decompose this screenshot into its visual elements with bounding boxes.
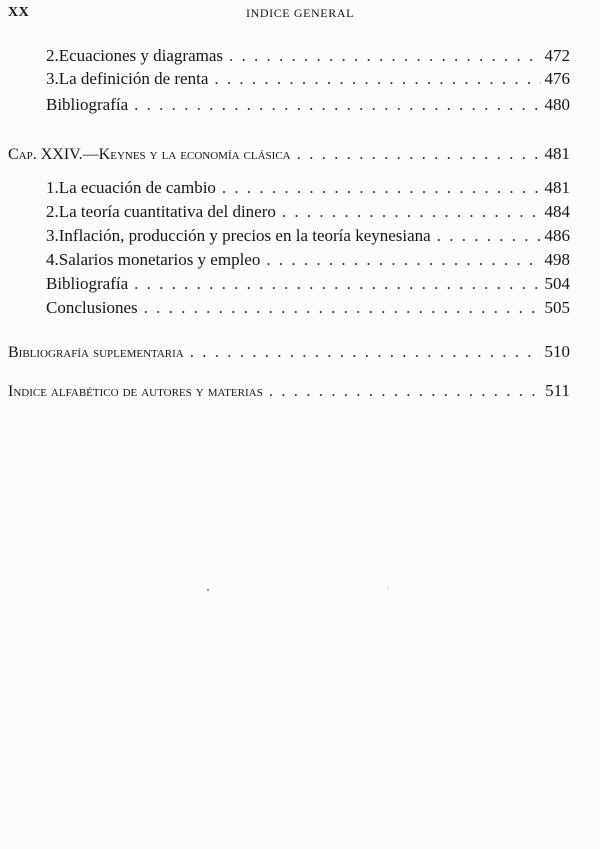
- dot-leader: [229, 45, 541, 67]
- chapter-prefix: Cap. XXIV.—: [8, 146, 99, 163]
- entry-title: Ecuaciones y diagramas: [58, 46, 224, 65]
- entry-number: 4.: [46, 250, 59, 269]
- dot-leader: [144, 297, 541, 319]
- entry-page: 498: [544, 250, 570, 269]
- entry-title: Bibliografía suplementaria: [8, 344, 184, 361]
- dot-leader: [282, 201, 541, 223]
- chapter-name: Keynes y la economía clásica: [98, 146, 291, 163]
- entry-page: 481: [544, 178, 570, 197]
- toc-entry: [46, 94, 570, 116]
- toc-entry: [46, 273, 570, 295]
- entry-title: La definición de renta: [58, 69, 209, 88]
- dot-leader: [222, 177, 541, 199]
- entry-title: Inflación, producción y precios en la teoría keynesiana: [58, 226, 431, 245]
- entry-title: Bibliografía: [46, 95, 129, 114]
- chapter-entry: [8, 143, 570, 165]
- print-speck: [207, 589, 209, 591]
- entry-page: 504: [544, 274, 570, 293]
- entry-title: Indice alfabético de autores y materias: [8, 383, 263, 400]
- entry-page: 486: [544, 226, 570, 245]
- entry-page: 511: [545, 381, 570, 400]
- entry-number: 3.: [46, 226, 59, 245]
- dot-leader: [266, 249, 541, 271]
- toc-entry: [46, 45, 570, 67]
- toc-entry: [46, 297, 570, 319]
- entry-page: 480: [544, 95, 570, 114]
- entry-page: 505: [544, 298, 570, 317]
- toc-entry: [46, 201, 570, 223]
- toc-entry: [46, 177, 570, 199]
- entry-page: 481: [544, 144, 570, 163]
- toc-entry: [8, 380, 570, 402]
- running-title: INDICE GENERAL: [245, 6, 355, 20]
- entry-number: 2.: [46, 46, 59, 65]
- entry-page: 484: [544, 202, 570, 221]
- dot-leader: [297, 143, 541, 165]
- entry-title: Salarios monetarios y empleo: [58, 250, 261, 269]
- entry-title: La teoría cuantitativa del dinero: [58, 202, 276, 221]
- entry-number: 3.: [46, 69, 59, 88]
- toc-entry: [46, 249, 570, 271]
- entry-number: 1.: [46, 178, 59, 197]
- entry-page: 472: [544, 46, 570, 65]
- entry-number: 2.: [46, 202, 59, 221]
- entry-page: 510: [544, 342, 570, 361]
- dot-leader: [437, 225, 541, 247]
- page-folio: XX: [8, 5, 30, 20]
- dot-leader: [134, 273, 541, 295]
- print-speck: [388, 588, 389, 589]
- entry-title: Conclusiones: [46, 298, 138, 317]
- toc-entry: [8, 341, 570, 363]
- toc-entry: [46, 68, 570, 90]
- dot-leader: [190, 341, 541, 363]
- dot-leader: [134, 94, 541, 116]
- entry-title: Bibliografía: [46, 274, 129, 293]
- entry-page: 476: [544, 69, 570, 88]
- page-header: [8, 5, 592, 25]
- dot-leader: [214, 68, 541, 90]
- entry-title: La ecuación de cambio: [58, 178, 216, 197]
- chapter-title: [8, 143, 291, 166]
- dot-leader: [269, 380, 541, 402]
- toc-entry: [46, 225, 570, 247]
